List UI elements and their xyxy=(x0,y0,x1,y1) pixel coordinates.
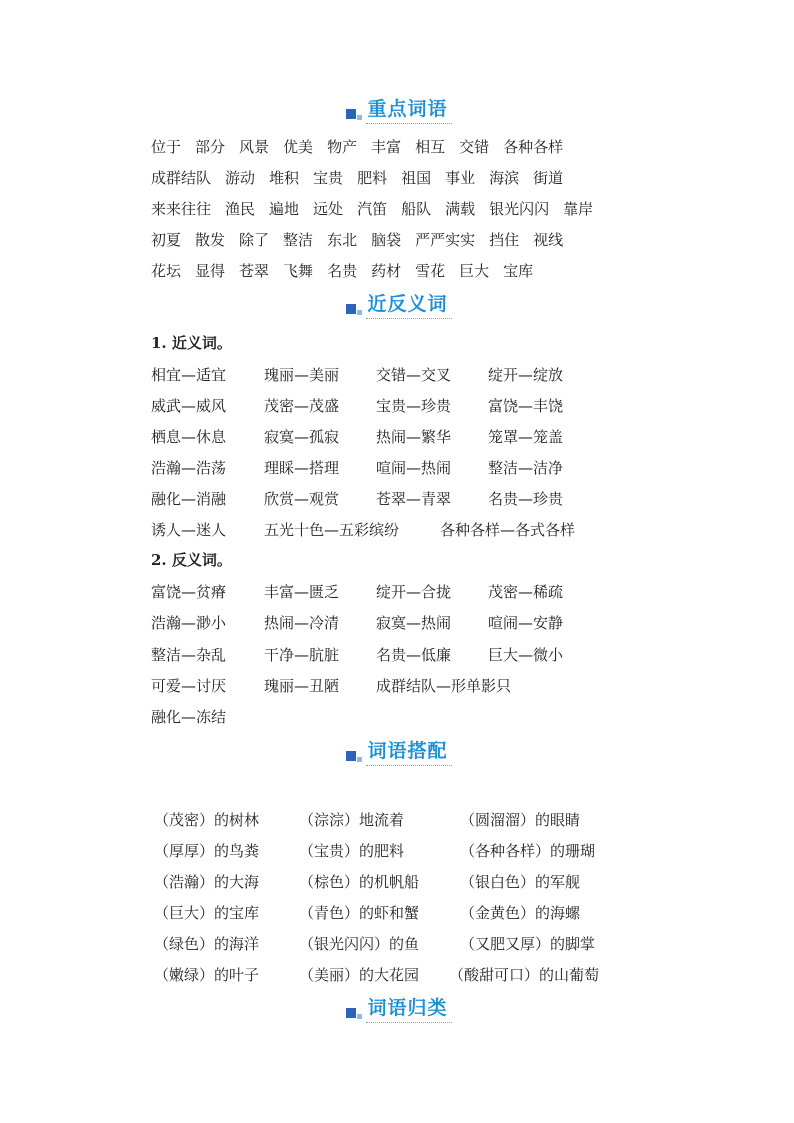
collocation-row xyxy=(151,870,651,894)
antonym-row xyxy=(151,580,671,604)
collocation-row xyxy=(151,963,651,987)
antonym-row xyxy=(151,643,671,667)
word: 整洁 xyxy=(283,231,314,249)
word-pair: 瑰丽—美丽 xyxy=(264,366,340,384)
word-pair: 融化—冻结 xyxy=(151,708,227,726)
word: 祖国 xyxy=(401,169,432,187)
collocation-item: （又肥又厚）的脚掌 xyxy=(460,935,596,953)
antonym-row xyxy=(151,611,671,635)
collocation-item: （嫩绿）的叶子 xyxy=(154,966,260,984)
section-title: 词语归类 xyxy=(367,997,448,1019)
word-pair: 相宜—适宜 xyxy=(151,366,227,384)
synonym-row xyxy=(151,394,671,418)
collocation-item: （巨大）的宝库 xyxy=(154,904,260,922)
word: 花坛 xyxy=(151,262,182,280)
word: 靠岸 xyxy=(563,200,594,218)
synonym-row xyxy=(151,456,671,480)
square-bullet-icon xyxy=(346,1004,364,1018)
word: 宝库 xyxy=(503,262,534,280)
word: 严严实实 xyxy=(415,231,476,249)
word: 苍翠 xyxy=(239,262,270,280)
word: 丰富 xyxy=(371,138,402,156)
word: 优美 xyxy=(283,138,314,156)
key-words-row-3 xyxy=(151,197,671,221)
collocation-item: （绿色）的海洋 xyxy=(154,935,260,953)
word: 名贵 xyxy=(327,262,358,280)
word: 散发 xyxy=(195,231,226,249)
collocation-item: （银光闪闪）的鱼 xyxy=(299,935,420,953)
word-pair: 富饶—贫瘠 xyxy=(151,583,227,601)
word-pair: 欣赏—观赏 xyxy=(264,490,340,508)
word-pair: 名贵—低廉 xyxy=(376,646,452,664)
word: 风景 xyxy=(239,138,270,156)
antonym-row xyxy=(151,705,671,729)
word-pair: 巨大—微小 xyxy=(488,646,564,664)
word-pair: 五光十色—五彩缤纷 xyxy=(264,521,400,539)
word-pair: 各种各样—各式各样 xyxy=(440,521,576,539)
square-bullet-icon xyxy=(346,747,364,761)
word-pair: 融化—消融 xyxy=(151,490,227,508)
word: 银光闪闪 xyxy=(489,200,550,218)
word-pair: 喧闹—热闹 xyxy=(376,459,452,477)
word: 部分 xyxy=(195,138,226,156)
word-pair: 茂密—茂盛 xyxy=(264,397,340,415)
word-pair: 浩瀚—浩荡 xyxy=(151,459,227,477)
word: 脑袋 xyxy=(371,231,402,249)
word-pair: 热闹—繁华 xyxy=(376,428,452,446)
word-pair: 富饶—丰饶 xyxy=(488,397,564,415)
collocation-item: （淙淙）地流着 xyxy=(299,811,405,829)
word: 满载 xyxy=(445,200,476,218)
word-pair: 寂寞—孤寂 xyxy=(264,428,340,446)
word: 海滨 xyxy=(489,169,520,187)
section-header-synonyms-antonyms xyxy=(0,289,794,319)
collocation-item: （棕色）的机帆船 xyxy=(299,873,420,891)
collocation-item: （金黄色）的海螺 xyxy=(460,904,581,922)
word: 初夏 xyxy=(151,231,182,249)
word-pair: 可爱—讨厌 xyxy=(151,677,227,695)
section-title: 近反义词 xyxy=(367,293,448,315)
collocation-item: （各种各样）的珊瑚 xyxy=(460,842,596,860)
synonym-row xyxy=(151,363,671,387)
word-pair: 交错—交叉 xyxy=(376,366,452,384)
collocation-row xyxy=(151,901,651,925)
synonyms-label: 1. 近义词。 xyxy=(151,334,232,352)
word-pair: 瑰丽—丑陋 xyxy=(264,677,340,695)
synonym-row xyxy=(151,425,671,449)
antonym-row xyxy=(151,674,671,698)
word: 物产 xyxy=(327,138,358,156)
synonym-row xyxy=(151,487,671,511)
word: 来来往往 xyxy=(151,200,212,218)
word: 飞舞 xyxy=(283,262,314,280)
synonym-row xyxy=(151,518,671,542)
word-pair: 诱人—迷人 xyxy=(151,521,227,539)
collocation-item: （酸甜可口）的山葡萄 xyxy=(449,966,600,984)
word-pair: 栖息—休息 xyxy=(151,428,227,446)
word-pair: 威武—威风 xyxy=(151,397,227,415)
word: 游动 xyxy=(225,169,256,187)
word: 显得 xyxy=(195,262,226,280)
word-pair: 丰富—匮乏 xyxy=(264,583,340,601)
word: 事业 xyxy=(445,169,476,187)
collocation-item: （银白色）的军舰 xyxy=(460,873,581,891)
section-title: 词语搭配 xyxy=(367,740,448,762)
word: 雪花 xyxy=(415,262,446,280)
word-pair: 整洁—杂乱 xyxy=(151,646,227,664)
word: 渔民 xyxy=(225,200,256,218)
collocation-item: （圆溜溜）的眼睛 xyxy=(460,811,581,829)
word: 巨大 xyxy=(459,262,490,280)
word-pair: 绽开—合拢 xyxy=(376,583,452,601)
word: 船队 xyxy=(401,200,432,218)
key-words-row-2 xyxy=(151,166,671,190)
word: 远处 xyxy=(313,200,344,218)
word: 交错 xyxy=(459,138,490,156)
collocation-item: （青色）的虾和蟹 xyxy=(299,904,420,922)
word-pair: 理睬—搭理 xyxy=(264,459,340,477)
section-header-key-words xyxy=(0,94,794,124)
word: 挡住 xyxy=(489,231,520,249)
key-words-row-4 xyxy=(151,228,671,252)
word: 位于 xyxy=(151,138,182,156)
word-pair: 成群结队—形单影只 xyxy=(376,677,512,695)
word: 汽笛 xyxy=(357,200,388,218)
section-header-classification xyxy=(0,993,794,1023)
collocation-row xyxy=(151,839,651,863)
word-pair: 浩瀚—渺小 xyxy=(151,614,227,632)
collocation-item: （宝贵）的肥料 xyxy=(299,842,405,860)
word-pair: 笼罩—笼盖 xyxy=(488,428,564,446)
word: 堆积 xyxy=(269,169,300,187)
collocation-row xyxy=(151,808,651,832)
word-pair: 茂密—稀疏 xyxy=(488,583,564,601)
square-bullet-icon xyxy=(346,300,364,314)
word-pair: 宝贵—珍贵 xyxy=(376,397,452,415)
word: 药材 xyxy=(371,262,402,280)
section-header-inner xyxy=(346,740,447,766)
word-pair: 干净—肮脏 xyxy=(264,646,340,664)
collocation-row xyxy=(151,932,651,956)
word: 除了 xyxy=(239,231,270,249)
word: 宝贵 xyxy=(313,169,344,187)
antonyms-label: 2. 反义词。 xyxy=(151,551,232,569)
word: 相互 xyxy=(415,138,446,156)
word-pair: 苍翠—青翠 xyxy=(376,490,452,508)
word-pair: 热闹—冷清 xyxy=(264,614,340,632)
collocation-item: （茂密）的树林 xyxy=(154,811,260,829)
key-words-row-1 xyxy=(151,135,671,159)
collocation-item: （浩瀚）的大海 xyxy=(154,873,260,891)
word: 肥料 xyxy=(357,169,388,187)
word-pair: 喧闹—安静 xyxy=(488,614,564,632)
word: 街道 xyxy=(533,169,564,187)
section-title: 重点词语 xyxy=(367,98,448,120)
word: 各种各样 xyxy=(503,138,564,156)
collocation-item: （厚厚）的鸟粪 xyxy=(154,842,260,860)
word-pair: 名贵—珍贵 xyxy=(488,490,564,508)
word: 成群结队 xyxy=(151,169,212,187)
word: 遍地 xyxy=(269,200,300,218)
key-words-row-5 xyxy=(151,259,671,283)
square-bullet-icon xyxy=(346,105,364,119)
section-header-collocations xyxy=(0,736,794,766)
word-pair: 整洁—洁净 xyxy=(488,459,564,477)
collocation-item: （美丽）的大花园 xyxy=(299,966,420,984)
word: 视线 xyxy=(533,231,564,249)
section-header-inner xyxy=(346,293,447,319)
word-pair: 寂寞—热闹 xyxy=(376,614,452,632)
section-header-inner xyxy=(346,997,447,1023)
word-pair: 绽开—绽放 xyxy=(488,366,564,384)
word: 东北 xyxy=(327,231,358,249)
section-header-inner xyxy=(346,98,447,124)
